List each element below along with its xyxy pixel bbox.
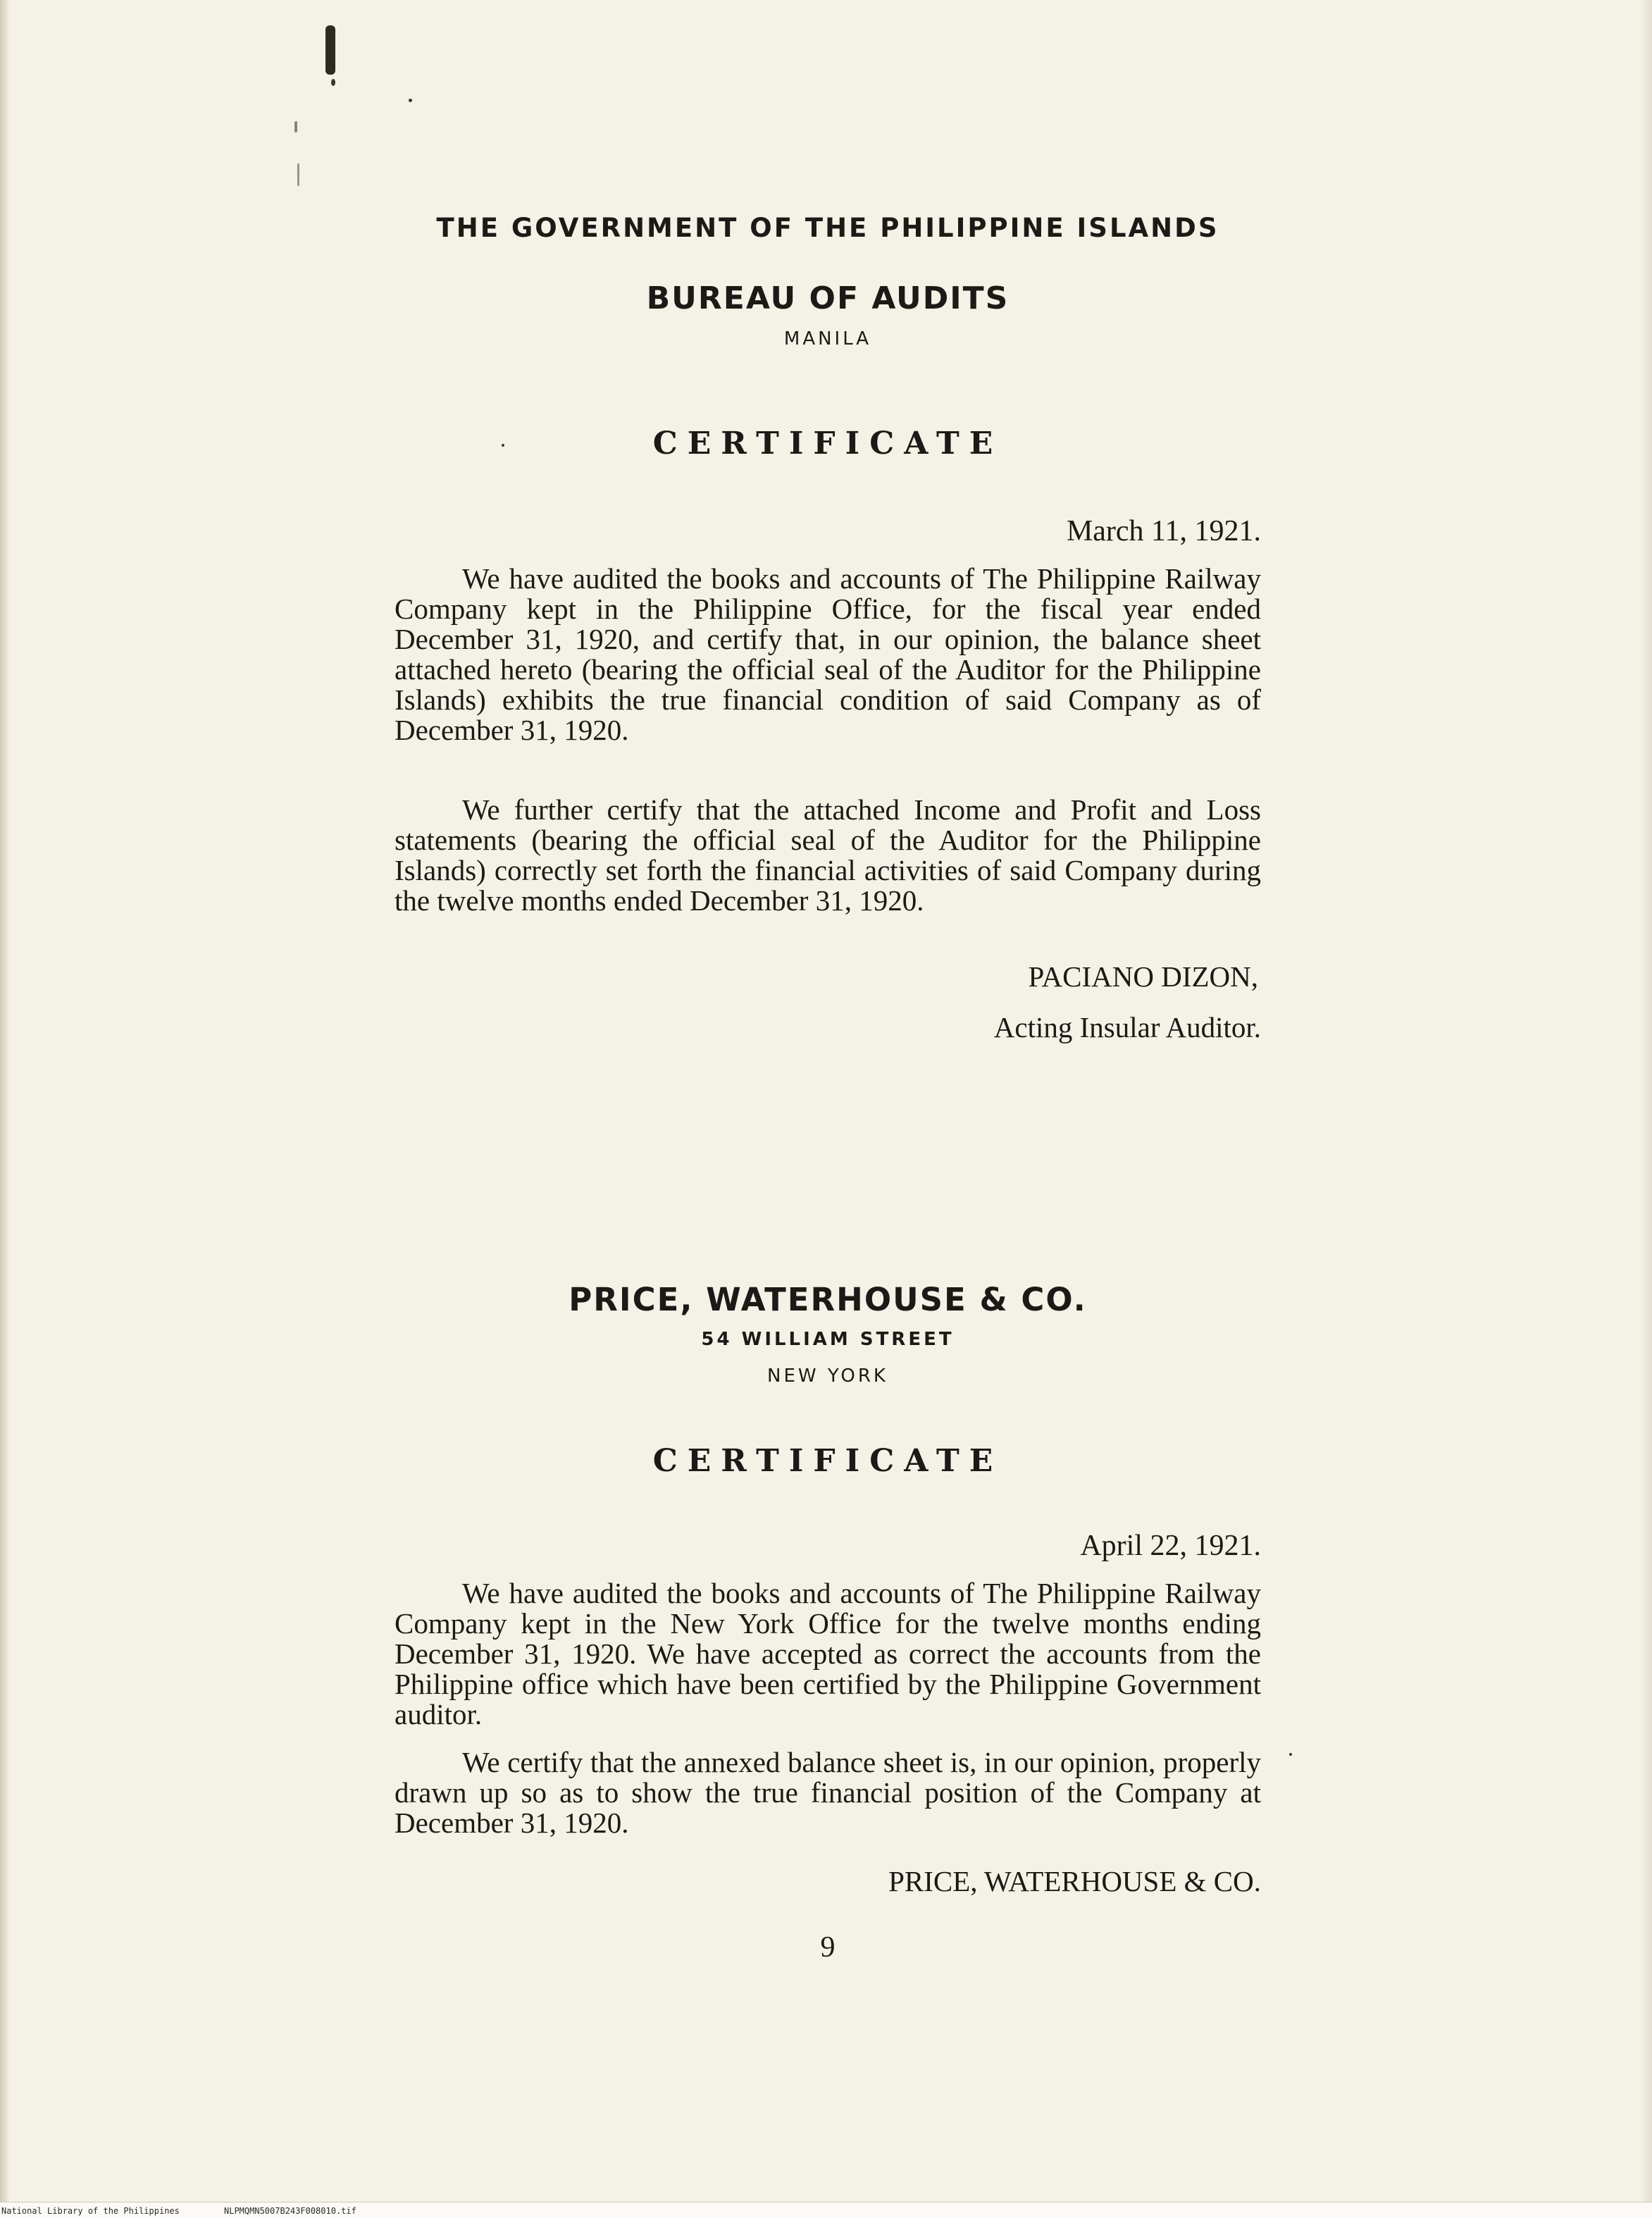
certificate-heading: CERTIFICATE [652,1443,1003,1479]
signer-title: Acting Insular Auditor. [993,1011,1261,1043]
firm-title: PRICE, WATERHOUSE & CO. [569,1281,1087,1318]
certificate-paragraph: We certify that the annexed balance sheet is, in our opinion, properly drawn up so as to show the true financial position of the Company at December 31, 1920. [395,1746,1261,1839]
page-number: 9 [820,1931,836,1964]
footer-library: National Library of the Philippines [1,2206,180,2216]
scan-speck [294,121,297,132]
scan-footer [0,2202,1652,2218]
signer-name: PACIANO DIZON, [1028,960,1258,993]
certificate-date: April 22, 1921. [1080,1530,1261,1562]
scan-speck [325,25,335,75]
scan-speck [297,163,299,186]
certificate-paragraph: We have audited the books and accounts of The Philippine Railway Company kept in the Philippine Office, for the fiscal year ended December 31, 1920, and certify that, in our opinion, the balance sheet attached hereto (bearing the official seal of the Auditor for the Philippine Islands) exhibits the true financial condition of said Company as of December 31, 1920. [395,562,1261,746]
bureau-title: BUREAU OF AUDITS [646,280,1010,316]
government-title: THE GOVERNMENT OF THE PHILIPPINE ISLANDS [436,213,1219,243]
page-edge-left [0,0,10,2218]
page-edge-right [1639,0,1652,2218]
scan-speck [331,79,335,86]
certificate-heading: CERTIFICATE [652,426,1003,461]
certificate-date: March 11, 1921. [1066,515,1261,547]
scan-speck [409,99,412,102]
firm-city: NEW YORK [767,1365,888,1387]
footer-file-id: NLPMQMN5007B243F008010.tif [224,2206,356,2216]
scan-speck [1289,1753,1292,1756]
firm-signature: PRICE, WATERHOUSE & CO. [888,1865,1261,1897]
certificate-paragraph: We further certify that the attached Income and Profit and Loss statements (bearing the official seal of the Auditor for the Philippine Islands) correctly set forth the financial activities of said Company during the twelve months ended December 31, 1920. [395,793,1261,917]
certificate-paragraph: We have audited the books and accounts of The Philippine Railway Company kept in the New York Office for the twelve months ending December 31, 1920. We have accepted as correct the accounts from the Philippine office which have been certified by the Philippine Government auditor. [395,1577,1261,1730]
firm-address: 54 WILLIAM STREET [701,1329,955,1350]
bureau-city: MANILA [783,328,872,349]
